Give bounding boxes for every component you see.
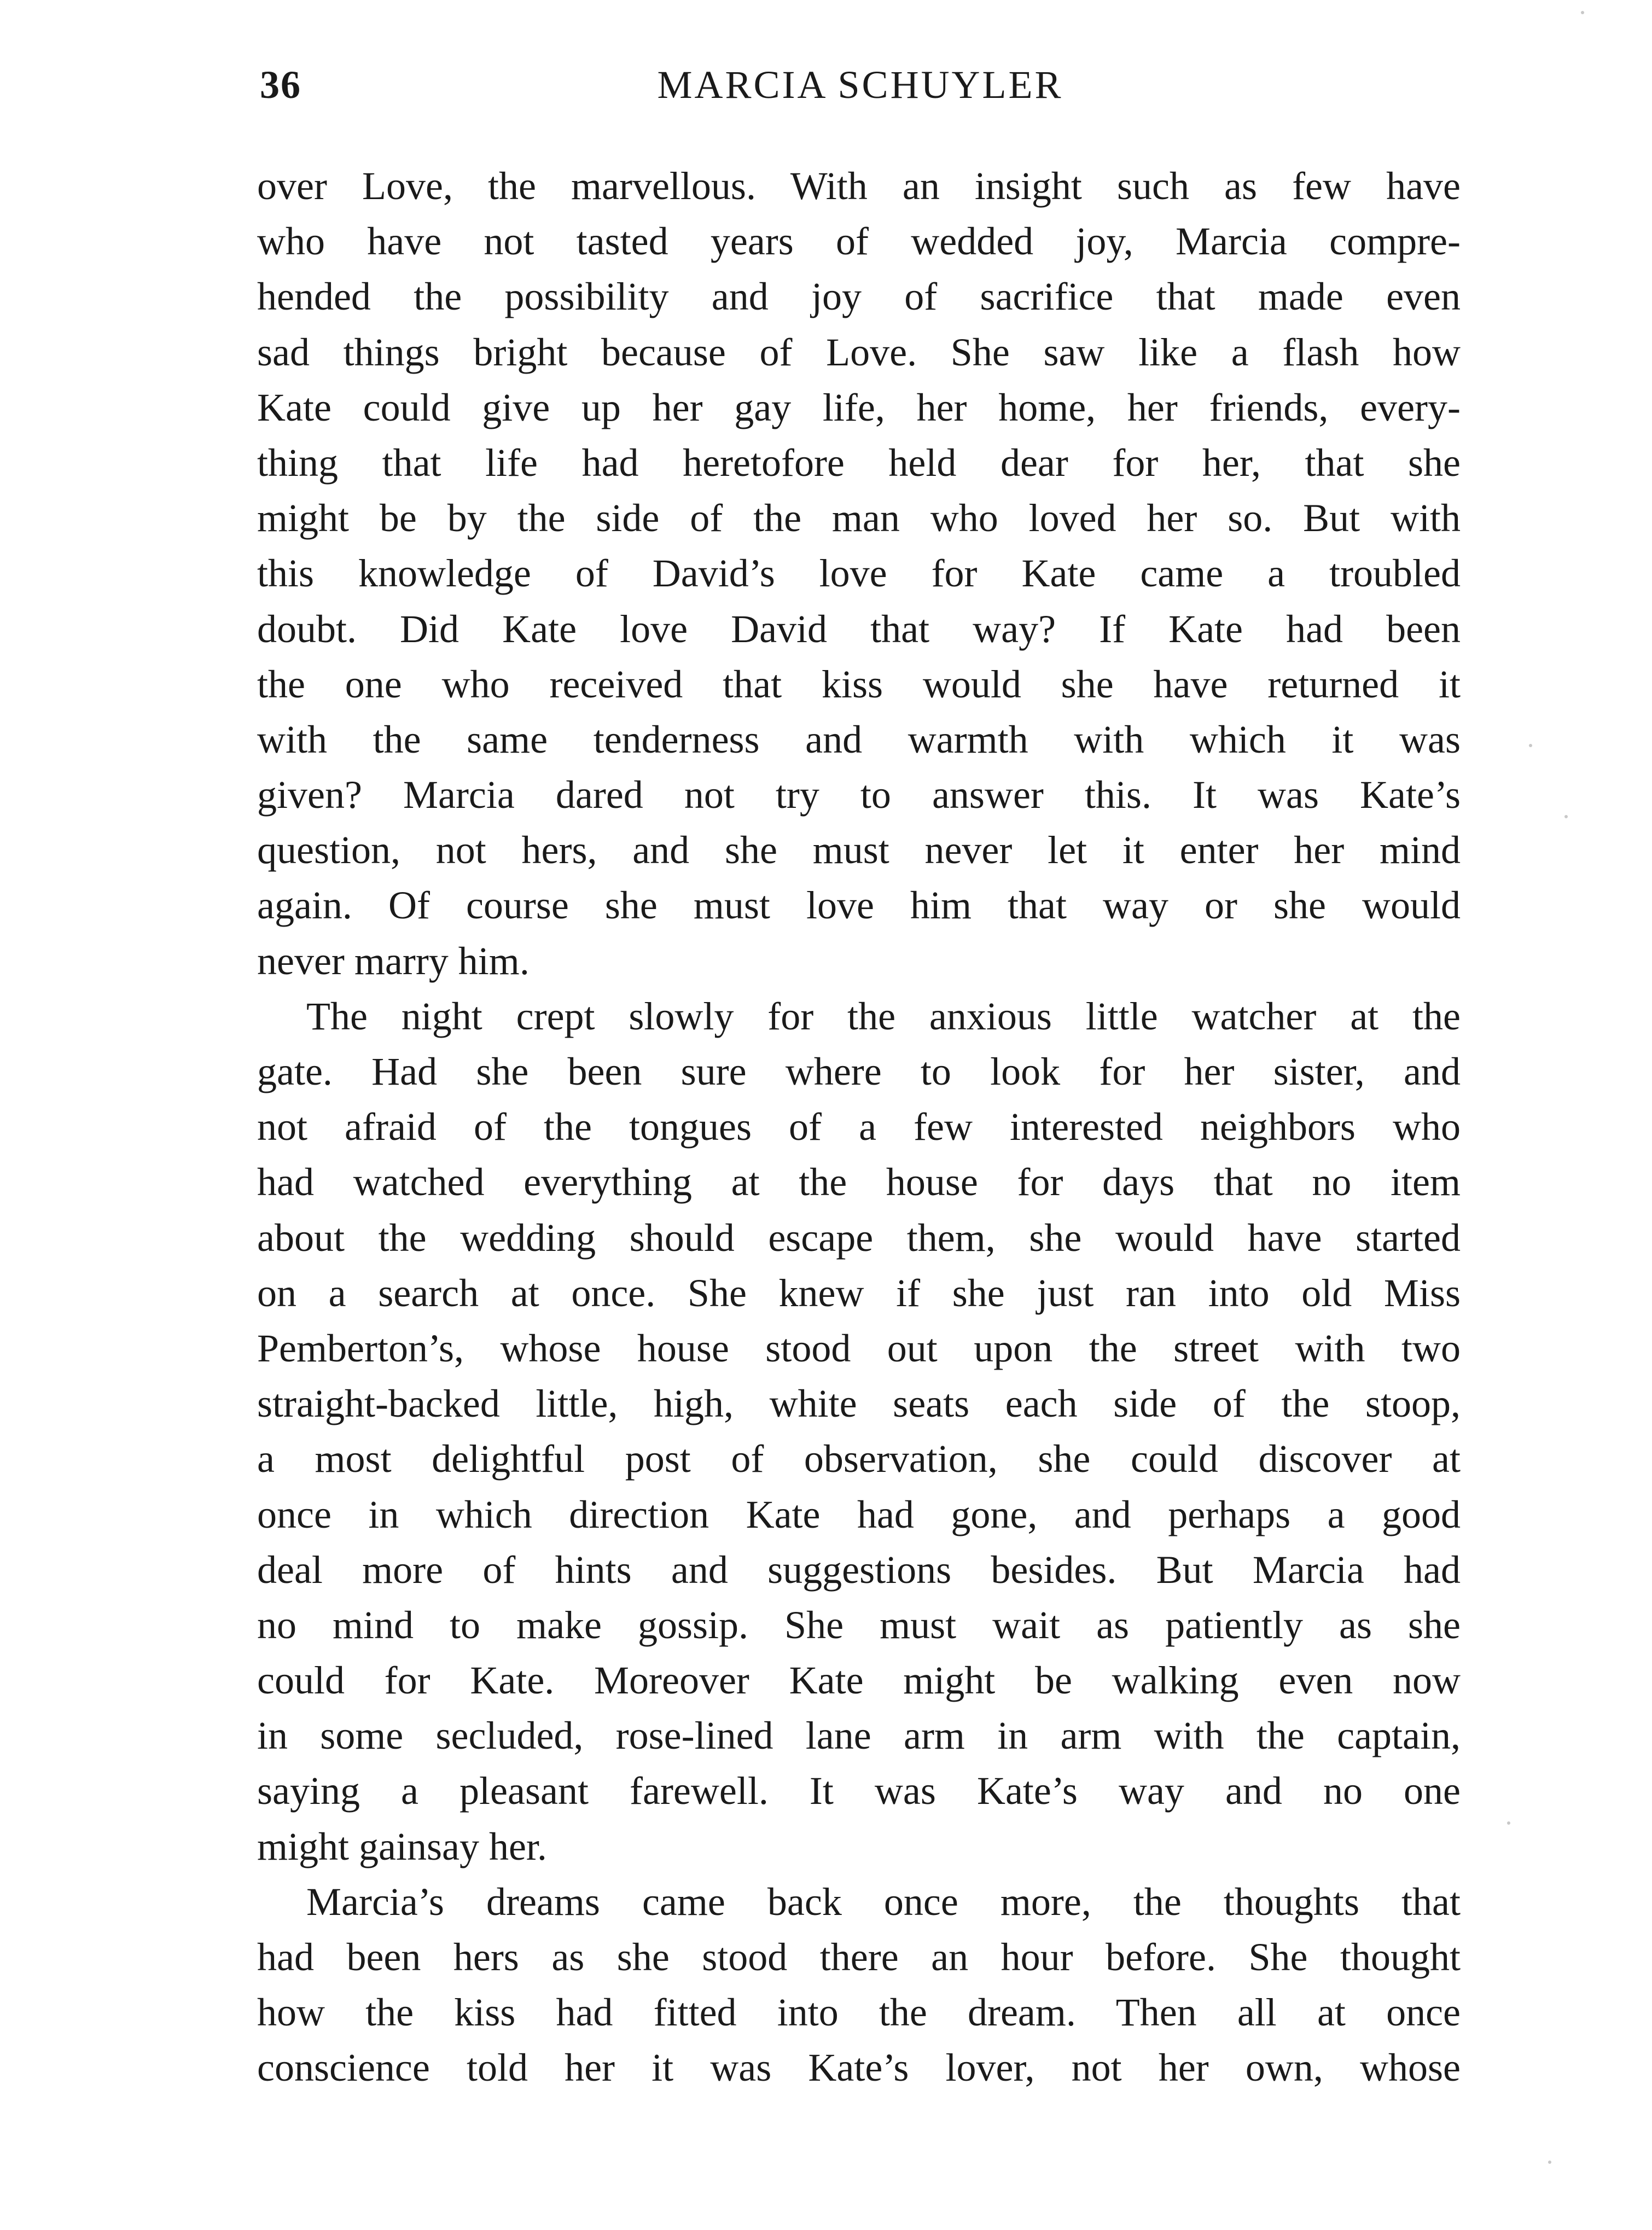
text-line: once in which direction Kate had gone, and perhaps a good [257, 1492, 1461, 1536]
text-line: Pemberton’s, whose house stood out upon the street with two [257, 1326, 1461, 1370]
text-line: might gainsay her. [257, 1824, 547, 1868]
paragraph-2 [257, 989, 1461, 1874]
text-line: given? Marcia dared not try to answer this. It was Kate’s [257, 773, 1461, 817]
text-line: how the kiss had fitted into the dream. Then all at once [257, 1990, 1461, 2035]
text-line: who have not tasted years of wedded joy, Marcia compre- [257, 219, 1461, 264]
body-text [257, 159, 1461, 2096]
text-line: over Love, the marvellous. With an insight such as few have [257, 164, 1461, 208]
text-line: not afraid of the tongues of a few interested neighbors who [257, 1105, 1461, 1149]
text-line: conscience told her it was Kate’s lover, not her own, whose [257, 2046, 1461, 2090]
text-line: never marry him. [257, 939, 530, 983]
scan-speck [1548, 2161, 1551, 2164]
text-line: question, not hers, and she must never let it enter her mind [257, 828, 1461, 872]
text-line: had watched everything at the house for days that no item [257, 1160, 1461, 1204]
text-line: hended the possibility and joy of sacrifice that made even [257, 275, 1461, 319]
text-line: straight-backed little, high, white seats each side of the stoop, [257, 1382, 1461, 1426]
scan-speck [1529, 744, 1532, 747]
text-line: again. Of course she must love him that way or she would [257, 883, 1461, 928]
scan-speck [1581, 11, 1584, 14]
text-line: in some secluded, rose-lined lane arm in arm with the captain, [257, 1714, 1461, 1758]
text-line: a most delightful post of observation, she could discover at [257, 1437, 1461, 1481]
scan-speck [1507, 1821, 1510, 1825]
text-line: saying a pleasant farewell. It was Kate’s way and no one [257, 1769, 1461, 1813]
page-number: 36 [260, 63, 301, 107]
text-line: Kate could give up her gay life, her home, her friends, every- [257, 385, 1461, 429]
text-line: about the wedding should escape them, she would have started [257, 1215, 1461, 1260]
book-title: MARCIA SCHUYLER [657, 63, 1063, 107]
text-line: doubt. Did Kate love David that way? If Kate had been [257, 607, 1461, 651]
text-line: on a search at once. She knew if she just ran into old Miss [257, 1271, 1461, 1315]
paragraph-3 [257, 1874, 1461, 2096]
text-line: this knowledge of David’s love for Kate came a troubled [257, 551, 1461, 596]
text-line: no mind to make gossip. She must wait as patiently as she [257, 1603, 1461, 1647]
text-line: sad things bright because of Love. She saw like a flash how [257, 330, 1461, 374]
running-head [260, 52, 1461, 118]
text-line: the one who received that kiss would she have returned it [257, 662, 1461, 706]
scan-speck [1564, 815, 1568, 818]
text-line: gate. Had she been sure where to look for her sister, and [257, 1050, 1461, 1093]
text-line: Marcia’s dreams came back once more, the thoughts that [306, 1879, 1461, 1924]
text-line: The night crept slowly for the anxious little watcher at the [306, 994, 1461, 1038]
text-line: had been hers as she stood there an hour before. She thought [257, 1935, 1461, 1979]
paragraph-1 [257, 159, 1461, 989]
text-line: could for Kate. Moreover Kate might be walking even now [257, 1658, 1461, 1703]
text-line: might be by the side of the man who loved her so. But with [257, 496, 1461, 540]
text-line: deal more of hints and suggestions besides. But Marcia had [257, 1547, 1461, 1592]
text-line: thing that life had heretofore held dear for her, that she [257, 440, 1461, 485]
text-line: with the same tenderness and warmth with which it was [257, 717, 1461, 761]
